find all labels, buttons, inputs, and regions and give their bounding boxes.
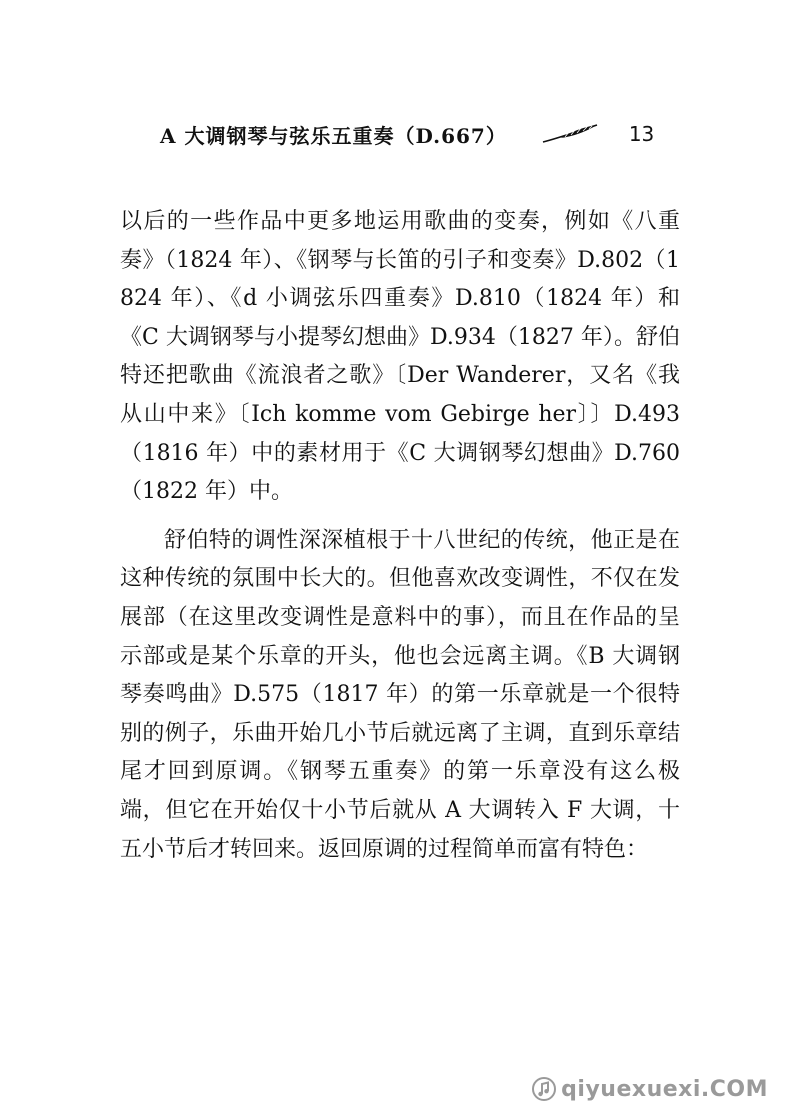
watermark (531, 1076, 768, 1102)
body-text (120, 203, 680, 869)
running-title: A 大调钢琴与弦乐五重奏（D.667） (160, 123, 507, 148)
paragraph-1: 以后的一些作品中更多地运用歌曲的变奏，例如《八重奏》（1824 年）、《钢琴与长笛的引子和变奏》D.802（1824 年）、《d 小调弦乐四重奏》D.810（1824 年）和《C 大调钢琴与小提琴幻想曲》D.934（1827 年）。舒伯特还把歌曲《流浪者之歌》〔Der Wanderer，又名《我从山中来》〔Ich komme vom Gebirge her〕〕D.493（1816 年）中的素材用于《C 大调钢琴幻想曲》D.760（1822 年）中。 (120, 209, 680, 505)
page-number: 13 (628, 122, 655, 146)
running-header (160, 118, 680, 150)
watermark-text: qiyuexuexi.COM (561, 1076, 768, 1102)
feather-icon (541, 123, 599, 145)
paragraph-2: 舒伯特的调性深深植根于十八世纪的传统，他正是在这种传统的氛围中长大的。但他喜欢改变调性，不仅在发展部（在这里改变调性是意料中的事），而且在作品的呈示部或是某个乐章的开头，他也会远离主调。《B 大调钢琴奏鸣曲》D.575（1817 年）的第一乐章就是一个很特别的例子，乐曲开始几小节后就远离了主调，直到乐章结尾才回到原调。《钢琴五重奏》的第一乐章没有这么极端，但它在开始仅十小节后就从 A 大调转入 F 大调，十五小节后才转回来。返回原调的过程简单而富有特色： (120, 527, 680, 862)
music-note-icon (531, 1076, 557, 1102)
